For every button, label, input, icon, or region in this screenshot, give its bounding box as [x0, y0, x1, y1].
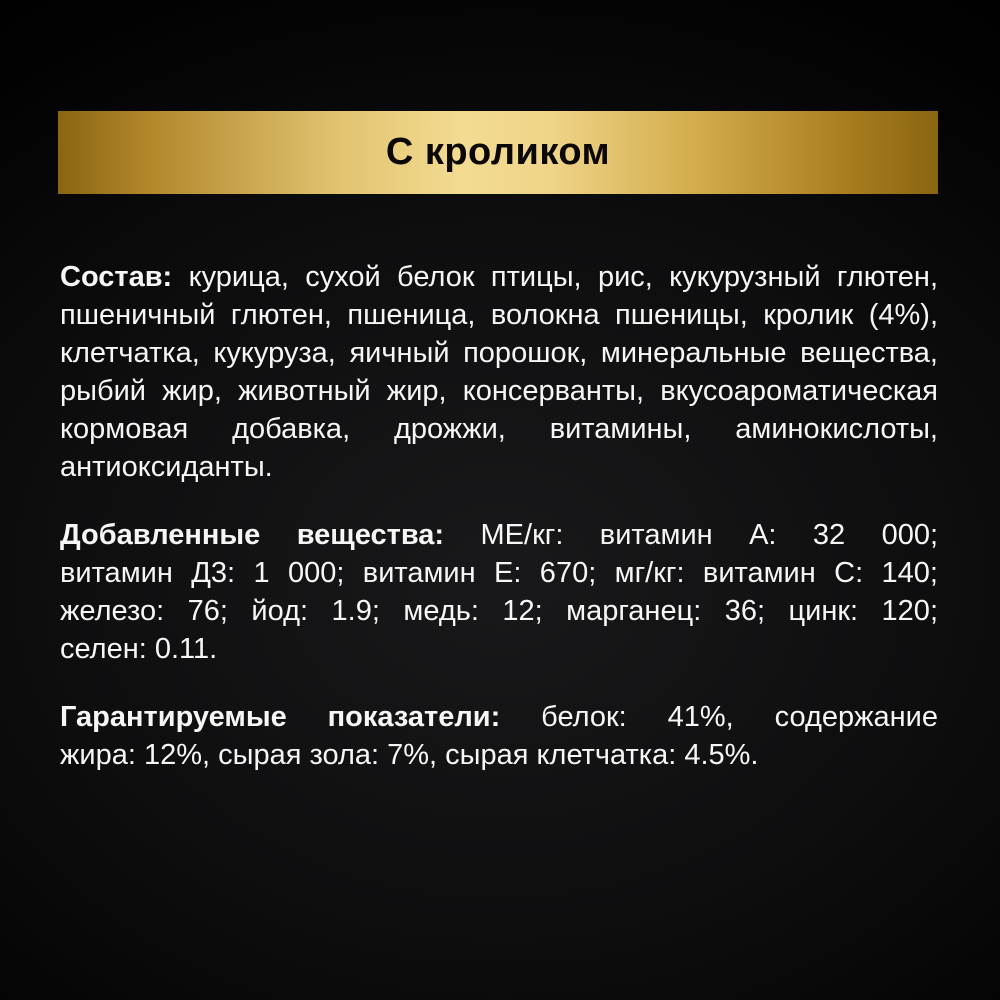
- flavor-title: С кроликом: [385, 131, 611, 173]
- label-text-content: [60, 258, 938, 774]
- text-line: Добавленные вещества: МЕ/кг: витамин А: 32 000;: [60, 519, 939, 551]
- section-composition: [60, 258, 938, 486]
- text-line: антиоксиданты.: [60, 451, 273, 483]
- text-line: Гарантируемые показатели: белок: 41%, содержание: [60, 701, 938, 733]
- section-label: Гарантируемые показатели:: [60, 701, 501, 733]
- text-line: железо: 76; йод: 1.9; медь: 12; марганец: 36; цинк: 120;: [60, 595, 938, 627]
- section-label: Состав:: [60, 261, 173, 293]
- text-line: селен: 0.11.: [60, 633, 218, 665]
- flavor-banner: [58, 111, 938, 194]
- section-label: Добавленные вещества:: [60, 519, 445, 551]
- text-line: рыбий жир, животный жир, консерванты, вкусоароматическая: [60, 375, 938, 407]
- text-line: пшеничный глютен, пшеница, волокна пшеницы, кролик (4%),: [60, 299, 938, 331]
- section-added-substances: [60, 516, 938, 668]
- text-line: жира: 12%, сырая зола: 7%, сырая клетчатка: 4.5%.: [60, 739, 759, 771]
- text-line: кормовая добавка, дрожжи, витамины, аминокислоты,: [60, 413, 938, 445]
- text-line: витамин Д3: 1 000; витамин Е: 670; мг/кг: витамин С: 140;: [60, 557, 938, 589]
- text-line: Состав: курица, сухой белок птицы, рис, кукурузный глютен,: [60, 261, 938, 293]
- section-guaranteed-analysis: [60, 698, 938, 774]
- text-line: клетчатка, кукуруза, яичный порошок, минеральные вещества,: [60, 337, 938, 369]
